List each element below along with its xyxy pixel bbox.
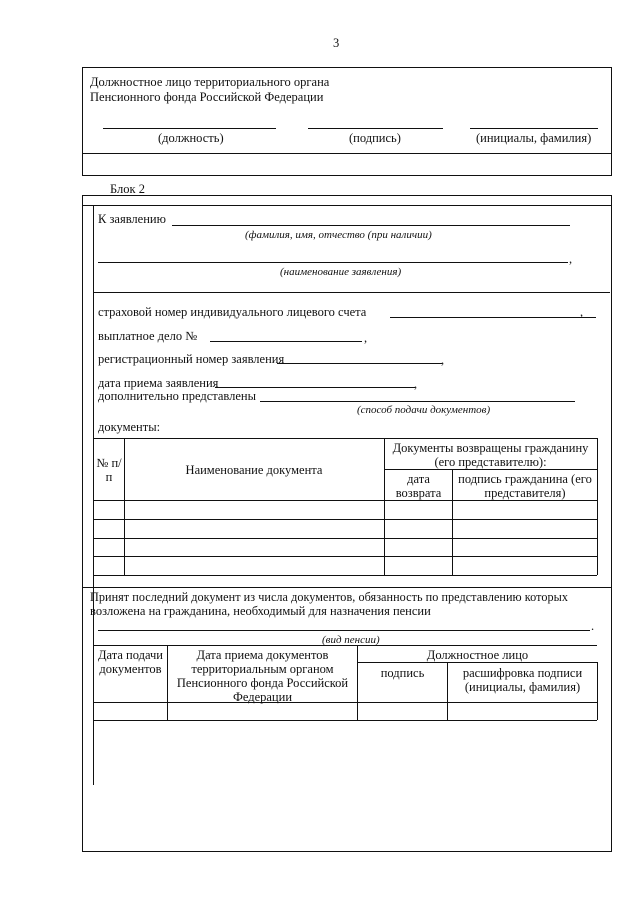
snils-section-rule bbox=[93, 292, 610, 293]
submit-date-header-l2: документов bbox=[99, 662, 162, 676]
payout-case-comma: , bbox=[364, 331, 368, 345]
docs-table-bottom bbox=[93, 575, 597, 576]
pension-type-hint: (вид пенсии) bbox=[322, 634, 380, 646]
application-name-hint: (наименование заявления) bbox=[280, 266, 402, 278]
decode-header-l1: расшифровка подписи bbox=[462, 666, 583, 680]
accept-date-header-l4: Федерации bbox=[232, 690, 293, 704]
name-label: (инициалы, фамилия) bbox=[476, 131, 592, 145]
fio-hint: (фамилия, имя, отчество (при наличии) bbox=[245, 229, 432, 241]
decode-header-l2: (инициалы, фамилия) bbox=[464, 680, 581, 694]
registration-number-comma: , bbox=[441, 353, 445, 367]
page-number: 3 bbox=[333, 36, 340, 50]
payout-case-label: выплатное дело № bbox=[98, 329, 198, 343]
official-title-line1: Должностное лицо территориального органа bbox=[90, 75, 330, 89]
accept-date-header-l1: Дата приема документов bbox=[196, 648, 329, 662]
block2-frame bbox=[82, 195, 612, 852]
col-returned-header-l1: Документы возвращены гражданину bbox=[392, 441, 589, 455]
payout-case-line[interactable] bbox=[210, 341, 362, 342]
final-table-subheader-rule bbox=[357, 662, 597, 663]
application-name-line[interactable] bbox=[98, 262, 568, 263]
acceptance-date-comma: , bbox=[414, 377, 418, 391]
accepted-text-line1: Принят последний документ из числа документов, обязанность по представлению которых bbox=[90, 590, 569, 604]
sign-header: подпись bbox=[380, 666, 425, 680]
col-citizen-signature-header-l1: подпись гражданина (его bbox=[458, 472, 592, 486]
docs-table-top bbox=[93, 438, 597, 439]
accept-date-header-l2: территориальным органом bbox=[191, 662, 334, 676]
final-table-top bbox=[93, 645, 597, 646]
registration-number-line[interactable] bbox=[277, 363, 442, 364]
block2-title: Блок 2 bbox=[110, 182, 145, 196]
registration-number-label: регистрационный номер заявления bbox=[98, 352, 285, 366]
position-line[interactable] bbox=[103, 128, 276, 129]
docs-table-subheader-rule bbox=[384, 469, 597, 470]
acceptance-date-label: дата приема заявления bbox=[98, 376, 219, 390]
submission-method-line[interactable] bbox=[260, 401, 575, 402]
col-return-date-header-l1: дата bbox=[407, 472, 430, 486]
block2-inner-top-line bbox=[82, 205, 611, 206]
final-table-bottom bbox=[93, 720, 597, 721]
final-table-right-edge bbox=[597, 662, 598, 720]
docs-table-col-rule bbox=[124, 438, 125, 575]
official-box-divider bbox=[82, 153, 611, 154]
k-zayavleniyu-label: К заявлению bbox=[98, 212, 166, 226]
name-line[interactable] bbox=[470, 128, 598, 129]
accepted-text-line2: возложена на гражданина, необходимый для назначения пенсии bbox=[90, 604, 431, 618]
accepted-section-rule bbox=[82, 587, 611, 588]
application-name-comma: , bbox=[569, 252, 573, 266]
submission-method-hint: (способ подачи документов) bbox=[357, 404, 491, 416]
accept-date-header-l3: Пенсионного фонда Российской bbox=[176, 676, 349, 690]
snils-line[interactable] bbox=[390, 317, 596, 318]
col-returned-header-l2: (его представителю): bbox=[434, 455, 547, 469]
docs-table-right-edge bbox=[597, 438, 598, 575]
docs-table-header-bottom bbox=[93, 500, 597, 501]
official-title-line2: Пенсионного фонда Российской Федерации bbox=[90, 90, 324, 104]
applicant-name-line[interactable] bbox=[172, 225, 570, 226]
snils-label: страховой номер индивидуального лицевого счета bbox=[98, 305, 367, 319]
docs-table-row-rule bbox=[93, 556, 597, 557]
official-header: Должностное лицо bbox=[426, 648, 529, 662]
col-return-date-header-l2: возврата bbox=[395, 486, 442, 500]
acceptance-date-line[interactable] bbox=[215, 387, 415, 388]
signature-label: (подпись) bbox=[349, 131, 401, 145]
position-label: (должность) bbox=[158, 131, 224, 145]
snils-comma: , bbox=[580, 305, 584, 319]
signature-line[interactable] bbox=[308, 128, 443, 129]
col-number-header: № п/п bbox=[96, 456, 122, 484]
docs-table-row-rule bbox=[93, 538, 597, 539]
pension-type-period: . bbox=[591, 619, 595, 633]
col-citizen-signature-header-l2: представителя) bbox=[484, 486, 566, 500]
additional-label: дополнительно представлены bbox=[98, 389, 257, 403]
pension-type-line[interactable] bbox=[98, 630, 590, 631]
col-document-name-header: Наименование документа bbox=[185, 463, 323, 477]
documents-label: документы: bbox=[98, 420, 161, 434]
docs-table-row-rule bbox=[93, 519, 597, 520]
submit-date-header-l1: Дата подачи bbox=[97, 648, 163, 662]
